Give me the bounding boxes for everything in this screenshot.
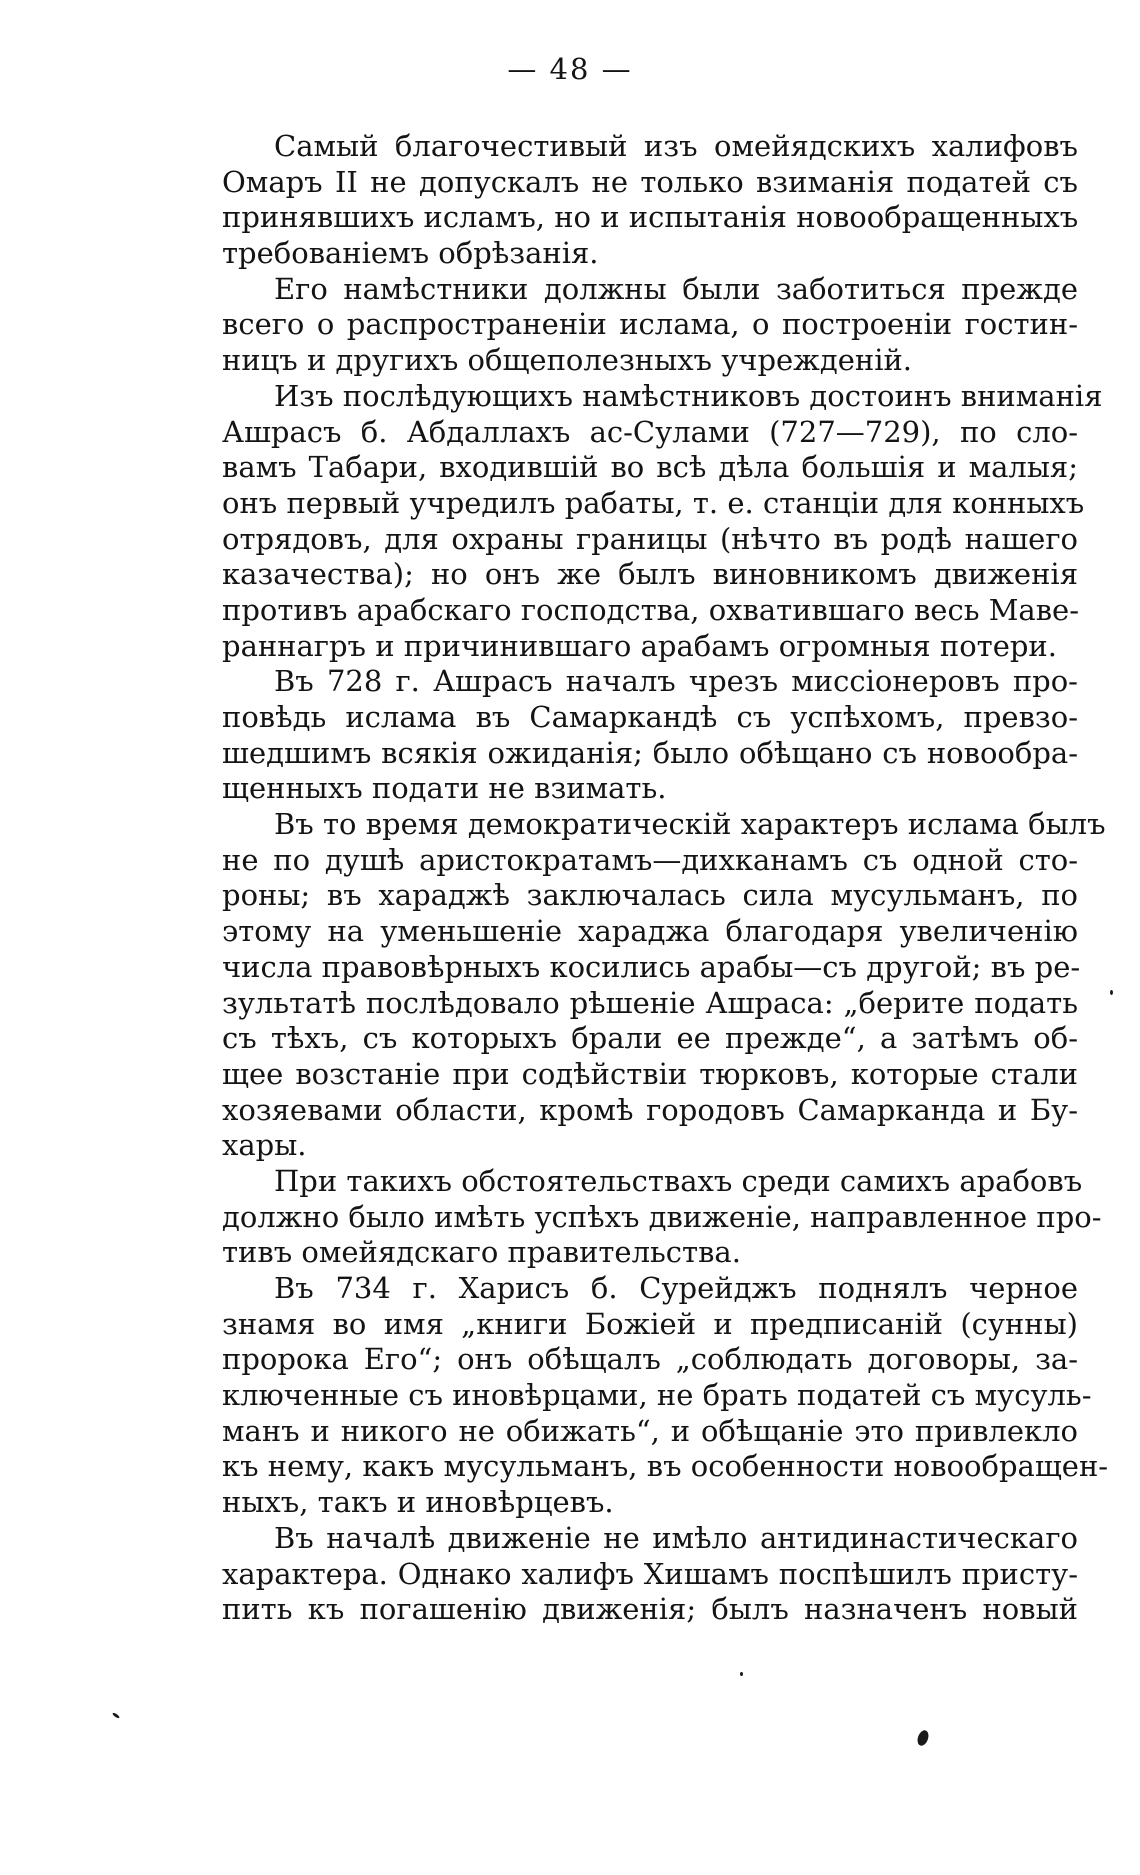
text-line: не по душѣ аристократамъ—дихканамъ съ одной сто- xyxy=(222,842,1078,877)
text-line: ныхъ, такъ и иновѣрцевъ. xyxy=(222,1485,614,1520)
text-line: Въ началѣ движеніе не имѣло антидинастическаго xyxy=(274,1520,1078,1555)
text-line: всего о распространеніи ислама, о построеніи гостин- xyxy=(222,307,1078,342)
text-line: роны; въ хараджѣ заключалась сила мусульманъ, по xyxy=(222,878,1078,913)
ink-speck xyxy=(1110,990,1113,995)
paragraph xyxy=(222,1271,1109,1521)
text-line: этому на уменьшеніе хараджа благодаря увеличенію xyxy=(222,914,1078,949)
paragraph xyxy=(222,129,1078,272)
text-line: Въ то время демократическій характеръ ислама былъ xyxy=(274,807,1106,842)
text-line: числа правовѣрныхъ косились арабы—съ другой; въ ре- xyxy=(222,949,1081,984)
text-line: знамя во имя „книги Божіей и предписаній (сунны) xyxy=(222,1306,1078,1341)
text-line: хозяевами области, кромѣ городовъ Самарканда и Бу- xyxy=(222,1092,1078,1127)
paragraph xyxy=(222,807,1106,1164)
text-line: принявшихъ исламъ, но и испытанія новообращенныхъ xyxy=(222,200,1079,235)
ink-speck xyxy=(916,1729,931,1747)
paragraph xyxy=(222,378,1103,665)
text-line: Омаръ II не допускалъ не только взиманія податей съ xyxy=(222,164,1078,199)
text-line: При такихъ обстоятельствахъ среди самихъ арабовъ xyxy=(274,1163,1083,1198)
text-line: требованіемъ обрѣзанія. xyxy=(222,236,599,271)
text-line: онъ первый учредилъ рабаты, т. е. станціи для конныхъ xyxy=(222,485,1085,520)
text-line: щенныхъ подати не взимать. xyxy=(222,771,667,806)
text-line: Изъ послѣдующихъ намѣстниковъ достоинъ вниманія xyxy=(274,378,1103,413)
text-line: Ашрасъ б. Абдаллахъ ас-Сулами (727—729), по сло- xyxy=(222,414,1078,449)
text-line: Самый благочестивый изъ омейядскихъ халифовъ xyxy=(274,129,1078,163)
text-line: ключенные съ иновѣрцами, не брать податей съ мусуль- xyxy=(222,1378,1092,1413)
text-line: повѣдь ислама въ Самаркандѣ съ успѣхомъ, превзо- xyxy=(222,700,1078,734)
text-line: противъ арабскаго господства, охватившаго весь Маве- xyxy=(222,592,1079,627)
paragraph xyxy=(222,664,1078,807)
text-line: ницъ и другихъ общеполезныхъ учрежденій. xyxy=(222,343,913,378)
text-line: пророка Его“; онъ обѣщалъ „соблюдать договоры, за- xyxy=(222,1342,1078,1377)
page-number: — 48 — xyxy=(507,52,633,86)
text-line: съ тѣхъ, съ которыхъ брали ее прежде“, а затѣмъ об- xyxy=(222,1021,1078,1056)
paragraph xyxy=(222,1163,1102,1271)
ink-speck xyxy=(112,1712,120,1719)
text-line: шедшимъ всякія ожиданія; было обѣщано съ новообра- xyxy=(222,735,1078,770)
text-line: зультатѣ послѣдовало рѣшеніе Ашраса: „берите подать xyxy=(222,985,1078,1020)
text-line: должно было имѣть успѣхъ движеніе, направленное про- xyxy=(222,1199,1102,1234)
text-line: Его намѣстники должны были заботиться прежде xyxy=(274,271,1078,306)
text-line: хары. xyxy=(222,1128,307,1163)
text-line: къ нему, какъ мусульманъ, въ особенности новообращен- xyxy=(222,1449,1109,1484)
text-line: казачества); но онъ же былъ виновникомъ движенія xyxy=(222,557,1078,592)
text-line: характера. Однако халифъ Хишамъ поспѣшилъ присту- xyxy=(222,1556,1078,1591)
text-line: вамъ Табари, входившій во всѣ дѣла большія и малыя; xyxy=(222,450,1078,485)
body-text xyxy=(222,129,1109,1628)
paragraph xyxy=(222,272,1078,379)
text-line: отрядовъ, для охраны границы (нѣчто въ родѣ нашего xyxy=(222,521,1078,556)
text-line: раннагръ и причинившаго арабамъ огромныя потери. xyxy=(222,628,1057,663)
text-line: манъ и никого не обижать“, и обѣщаніе это привлекло xyxy=(222,1413,1078,1448)
text-line: Въ 728 г. Ашрасъ началъ чрезъ миссіонеровъ про- xyxy=(274,664,1078,699)
paragraph xyxy=(222,1521,1078,1628)
ink-speck xyxy=(740,1672,743,1676)
text-line: щее возстаніе при содѣйствіи тюрковъ, которые стали xyxy=(222,1056,1078,1091)
text-line: Въ 734 г. Харисъ б. Сурейджъ поднялъ черное xyxy=(274,1271,1078,1305)
text-line: тивъ омейядскаго правительства. xyxy=(222,1235,741,1270)
text-line: пить къ погашенію движенія; былъ назначенъ новый xyxy=(222,1592,1078,1627)
